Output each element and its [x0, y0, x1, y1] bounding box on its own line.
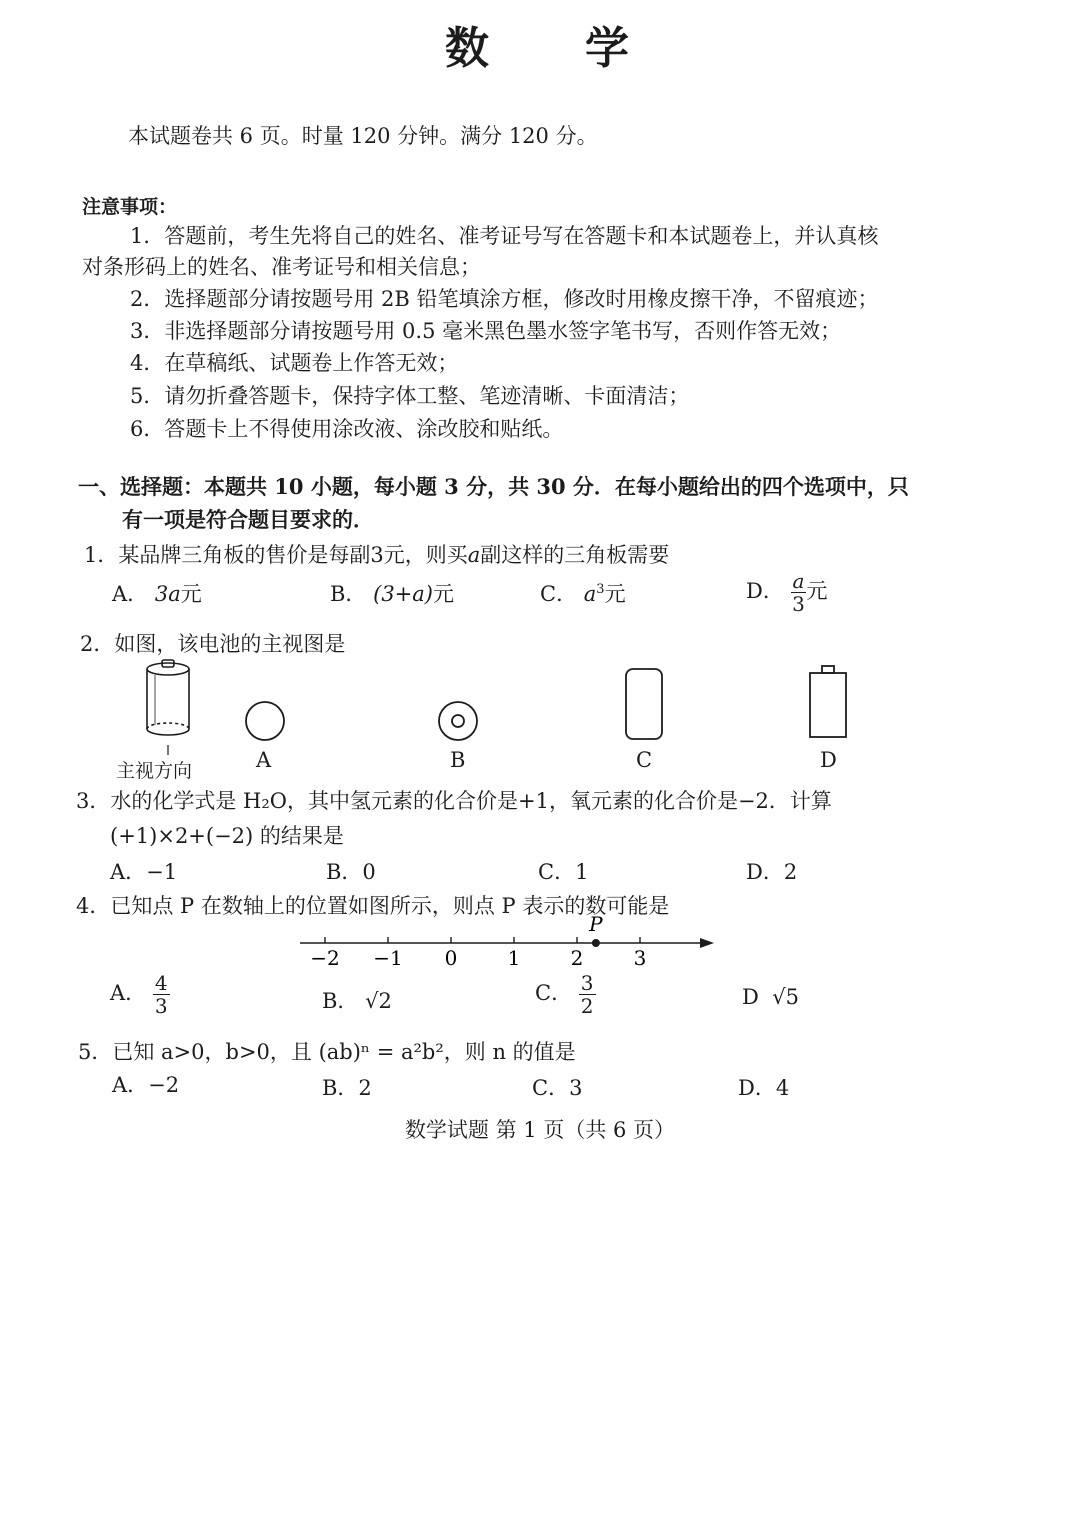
axis-tick-label: 1: [507, 946, 521, 970]
section-heading: 一、选择题：本题共 10 小题，每小题 3 分，共 30 分．在每小题给出的四个选项中，只: [78, 474, 909, 499]
title-char-2: 学: [585, 23, 635, 74]
q4-option-c[interactable]: C． $\frac{3}{2}$: [535, 971, 594, 1018]
page-footer: 数学试题 第 1 页（共 6 页）: [404, 1118, 676, 1142]
q3-option-b[interactable]: B．0: [326, 860, 376, 884]
question-3-cont: (+1)×2+(−2) 的结果是: [110, 824, 344, 848]
note-item-1-cont: 对条形码上的姓名、准考证号和相关信息；: [82, 255, 481, 279]
q5-option-b[interactable]: B．2: [322, 1076, 372, 1100]
q1-option-d[interactable]: D． $\frac{a}{3}$ 元: [746, 569, 828, 616]
q4-option-a[interactable]: A． $\frac{4}{3}$: [110, 971, 168, 1018]
point-p-label: P: [589, 915, 603, 936]
q5-option-d[interactable]: D．4: [738, 1076, 790, 1100]
q2-option-b[interactable]: B: [450, 748, 466, 772]
q4-option-b[interactable]: B． √2: [322, 989, 392, 1013]
note-item-3: 3．非选择题部分请按题号用 0.5 毫米黑色墨水签字笔书写，否则作答无效；: [130, 319, 842, 343]
axis-arrow: [700, 938, 714, 948]
question-3: 3．水的化学式是 H₂O，其中氢元素的化合价是+1，氧元素的化合价是−2．计算: [76, 789, 832, 813]
q2-option-d[interactable]: D: [820, 748, 837, 772]
axis-tick-label: −2: [310, 946, 340, 970]
option-a-circle: [246, 702, 284, 740]
point-p: [592, 939, 600, 947]
q3-option-a[interactable]: A．−1: [110, 860, 178, 884]
section-heading-cont: 有一项是符合题目要求的．: [122, 507, 374, 532]
axis-tick-label: −1: [373, 946, 403, 970]
title-char-1: 数: [445, 23, 495, 74]
q4-option-d[interactable]: D √5: [742, 985, 799, 1009]
q3-option-c[interactable]: C．1: [538, 860, 589, 884]
q5-option-a[interactable]: A．−2: [112, 1073, 180, 1097]
q5-option-c[interactable]: C．3: [532, 1076, 583, 1100]
option-d-battery-front: [810, 666, 846, 737]
axis-tick-label: 0: [444, 946, 458, 970]
view-direction-label: 主视方向: [116, 760, 193, 782]
exam-info: 本试题卷共 6 页。时量 120 分钟。满分 120 分。: [128, 124, 598, 148]
question-5: 5．已知 a>0，b>0，且 (ab)ⁿ = a²b²，则 n 的值是: [78, 1040, 576, 1064]
note-item-2: 2．选择题部分请按题号用 2B 铅笔填涂方框，修改时用橡皮擦干净，不留痕迹；: [130, 287, 879, 311]
battery-figure: [147, 660, 189, 735]
q1-option-a[interactable]: A． 3a元: [112, 582, 202, 606]
q3-option-d[interactable]: D．2: [746, 860, 798, 884]
question-4: 4．已知点 P 在数轴上的位置如图所示，则点 P 表示的数可能是: [76, 894, 670, 918]
q2-option-c[interactable]: C: [636, 748, 653, 772]
q2-option-a[interactable]: A: [256, 748, 272, 772]
question-1: 1．某品牌三角板的售价是每副3元，则买a副这样的三角板需要: [84, 543, 670, 567]
question-2: 2．如图，该电池的主视图是: [80, 632, 346, 656]
note-item-1: 1．答题前，考生先将自己的姓名、准考证号写在答题卡和本试题卷上，并认真核: [130, 224, 879, 248]
option-b-concentric: [439, 702, 477, 740]
q1-option-c[interactable]: C． $a^3$元: [540, 582, 626, 606]
page-title: [0, 12, 1080, 76]
notes-heading: 注意事项：: [82, 196, 178, 218]
q1-option-b[interactable]: B． (3+a)元: [330, 582, 454, 606]
note-item-5: 5．请勿折叠答题卡，保持字体工整、笔迹清晰、卡面清洁；: [130, 384, 690, 408]
note-item-6: 6．答题卡上不得使用涂改液、涂改胶和贴纸。: [130, 417, 564, 441]
note-item-4: 4．在草稿纸、试题卷上作答无效；: [130, 351, 459, 375]
axis-tick-label: 3: [633, 946, 647, 970]
number-line: [0, 915, 1080, 975]
option-c-rectangle: [626, 669, 662, 739]
axis-tick-label: 2: [570, 946, 584, 970]
fraction: $\frac{a}{3}$: [792, 569, 805, 616]
